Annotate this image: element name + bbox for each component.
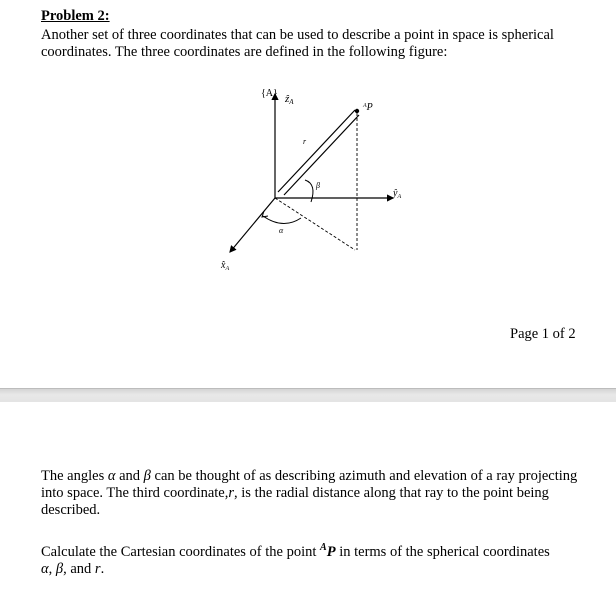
ray-line-1 — [278, 110, 355, 192]
page-number: Page 1 of 2 — [510, 326, 576, 342]
beta-label: β — [316, 181, 320, 190]
spherical-coordinates-figure — [205, 80, 405, 280]
beta-arc — [305, 180, 313, 202]
beta-symbol: β — [143, 468, 151, 484]
point-marker — [355, 109, 359, 113]
problem-title: Problem 2: — [41, 8, 110, 24]
angles-paragraph: The angles α and β can be thought of as describing azimuth and elevation of a ray projecting into space. The third coordinate,r, is the radial distance along that ray to the point being described. — [41, 468, 578, 518]
page-separator — [0, 388, 616, 403]
y-label: $ŷ_A$ — [393, 188, 402, 200]
projection-ground — [275, 198, 355, 250]
problem-intro: Another set of three coordinates that can be used to describe a point in space is spherical coordinates. The three coordinates are defined in the following figure: — [41, 27, 554, 60]
ray-line-2 — [284, 115, 359, 195]
point-label: $^A$P — [363, 102, 373, 113]
x-label: $x̂_A$ — [221, 260, 230, 272]
alpha-arc — [263, 216, 301, 224]
z-label: ẑA — [285, 93, 294, 106]
r-symbol: r — [228, 485, 235, 501]
alpha-label: α — [279, 226, 284, 235]
alpha-symbol: α — [107, 468, 116, 484]
task-paragraph: Calculate the Cartesian coordinates of the point $^A$P in terms of the spherical coordinates α, β, and r. — [41, 542, 550, 577]
x-axis — [230, 198, 275, 252]
point-symbol: P — [326, 543, 336, 560]
r-label: r — [303, 137, 307, 146]
page-2 — [0, 402, 616, 590]
frame-label: {A} — [261, 88, 278, 99]
